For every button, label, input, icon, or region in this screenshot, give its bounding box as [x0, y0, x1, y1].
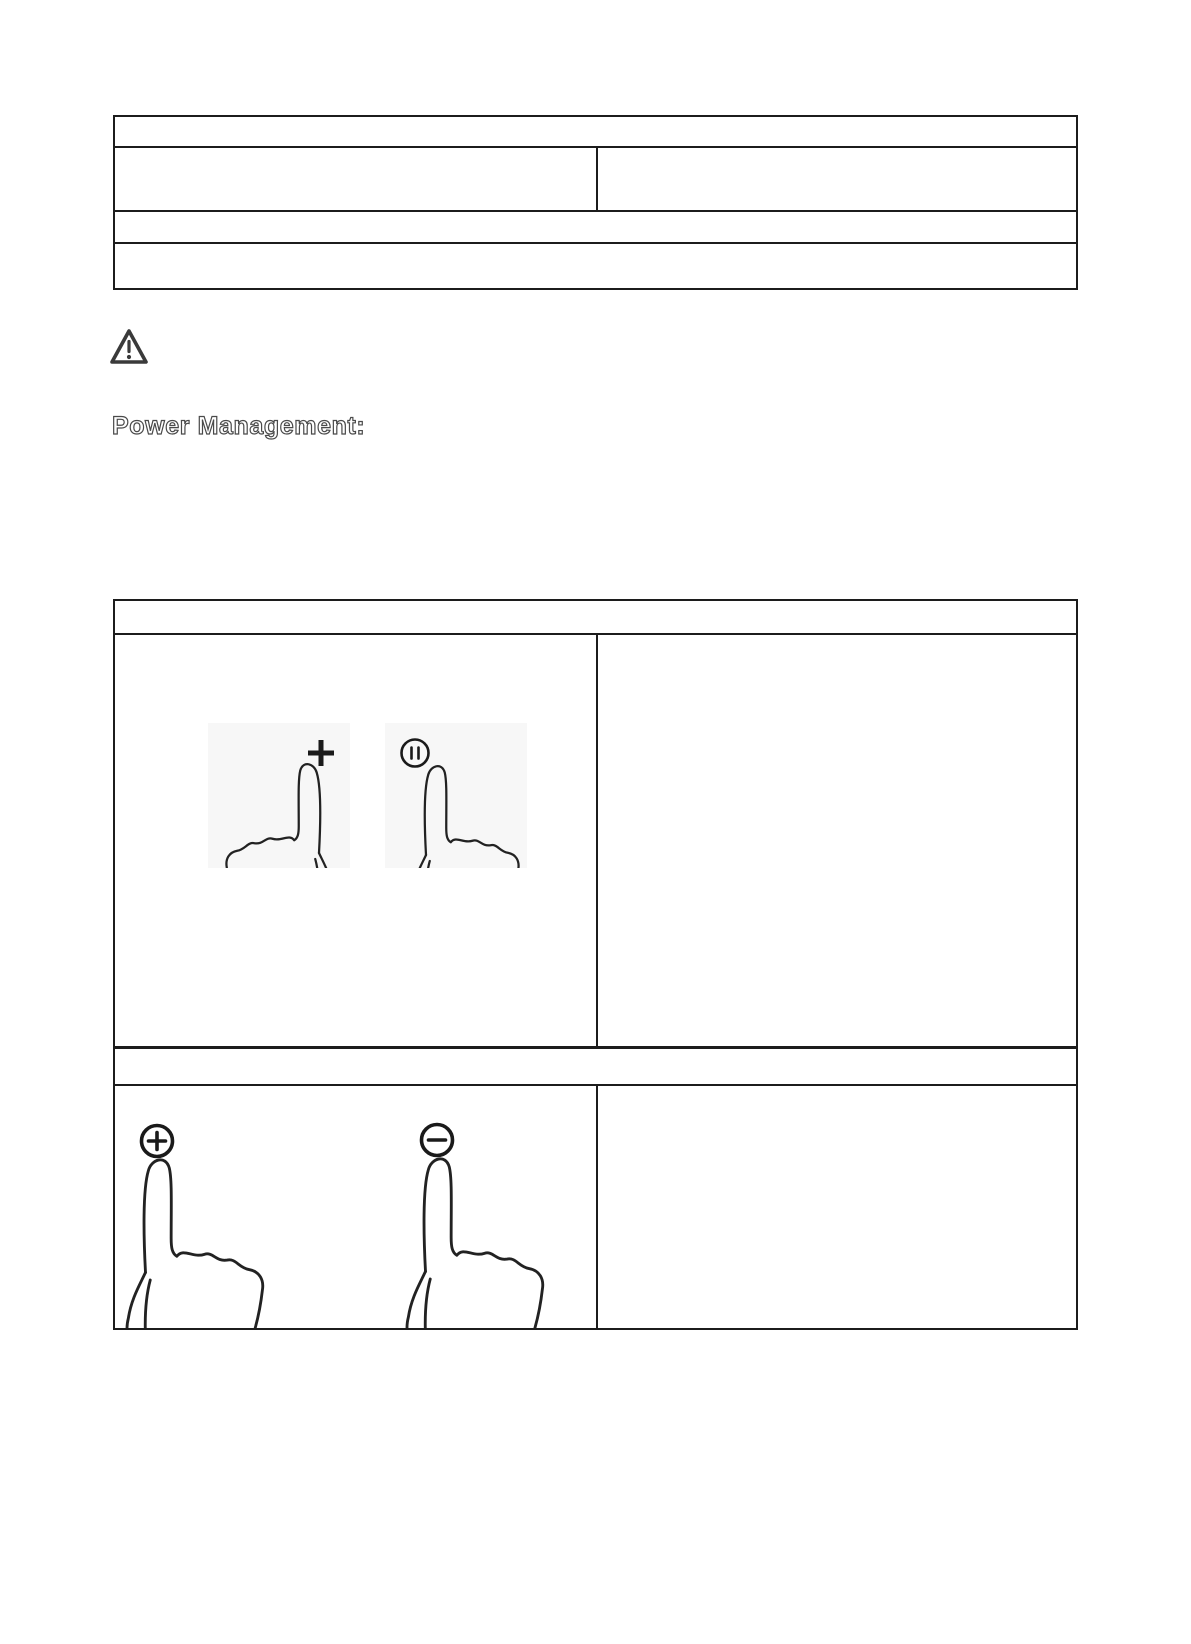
pointing-hand-icon	[407, 1159, 543, 1328]
top-spec-table	[113, 115, 1078, 290]
table-row	[115, 635, 1076, 1049]
warning-triangle-icon	[108, 326, 150, 368]
table-row	[115, 212, 1076, 244]
plus-circle-icon	[142, 1126, 173, 1157]
gesture-description-cell	[598, 635, 1076, 1046]
table-cell	[115, 117, 1076, 146]
table-cell	[115, 148, 598, 210]
touch-pause-illustration	[385, 723, 527, 868]
pause-circle-icon	[402, 740, 429, 767]
table-cell	[115, 244, 1076, 288]
table-row	[115, 244, 1076, 288]
minus-circle-icon	[422, 1125, 453, 1156]
table-header-cell	[115, 601, 1076, 633]
gesture-illustration-cell	[115, 635, 598, 1046]
pointing-hand-icon	[127, 1160, 263, 1328]
pointing-hand-icon	[226, 764, 333, 868]
plus-icon	[308, 740, 334, 766]
table-row	[115, 148, 1076, 212]
table-cell	[115, 1049, 1076, 1084]
gesture-illustration-cell	[115, 1086, 598, 1328]
touch-plus-illustration	[208, 723, 350, 868]
section-heading-power-management: Power Management:	[112, 412, 366, 440]
pointing-hand-icon	[411, 766, 518, 868]
gesture-description-cell	[598, 1086, 1076, 1328]
volume-up-down-illustration	[115, 1086, 598, 1328]
table-row	[115, 117, 1076, 148]
table-row	[115, 1086, 1076, 1328]
table-header-row	[115, 601, 1076, 635]
table-cell	[115, 212, 1076, 242]
table-cell	[598, 148, 1076, 210]
gesture-table	[113, 599, 1078, 1330]
table-row	[115, 1049, 1076, 1086]
